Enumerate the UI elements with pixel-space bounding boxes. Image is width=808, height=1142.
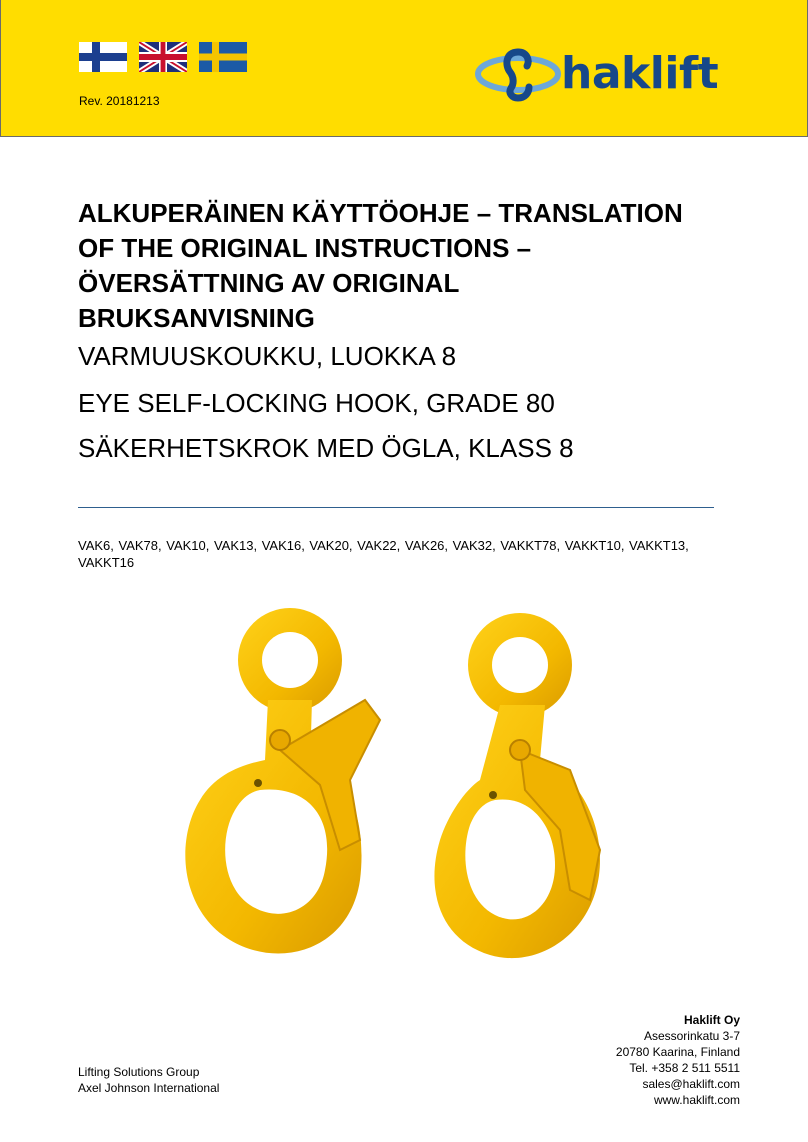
flag-united-kingdom-icon[interactable] xyxy=(139,42,187,72)
revision-label: Rev. 20181213 xyxy=(79,94,160,108)
language-flags xyxy=(79,42,247,72)
group-line: Axel Johnson International xyxy=(78,1081,220,1095)
document-title xyxy=(78,196,738,336)
group-line: Lifting Solutions Group xyxy=(78,1065,200,1079)
flag-sweden-icon[interactable] xyxy=(199,42,247,72)
company-street: Asessorinkatu 3-7 xyxy=(643,1029,740,1043)
title-line: OF THE ORIGINAL INSTRUCTIONS – xyxy=(78,233,532,263)
company-address xyxy=(616,1012,740,1108)
haklift-logo-mark-icon xyxy=(475,44,561,104)
flag-finland-icon[interactable] xyxy=(79,42,127,72)
hook-photos xyxy=(160,600,640,1000)
group-affiliation xyxy=(78,1064,219,1096)
product-name-sv: SÄKERHETSKROK MED ÖGLA, KLASS 8 xyxy=(78,433,574,463)
title-line: ALKUPERÄINEN KÄYTTÖOHJE – TRANSLATION xyxy=(78,198,683,228)
title-line: BRUKSANVISNING xyxy=(78,303,315,333)
haklift-logo-wordmark: haklift xyxy=(561,48,719,99)
product-name-en: EYE SELF-LOCKING HOOK, GRADE 80 xyxy=(78,388,555,418)
model-list: VAK6, VAK78, VAK10, VAK13, VAK16, VAK20, VAK22, VAK26, VAK32, VAKKT78, VAKKT10, VAKKT13, VAKKT16 xyxy=(78,538,689,570)
section-divider xyxy=(78,507,714,508)
company-city: 20780 Kaarina, Finland xyxy=(615,1045,740,1059)
company-name: Haklift Oy xyxy=(683,1013,740,1027)
eye-hook-left-image xyxy=(185,608,380,954)
product-name-fi: VARMUUSKOUKKU, LUOKKA 8 xyxy=(78,341,457,371)
company-email[interactable]: sales@haklift.com xyxy=(642,1077,740,1091)
company-website[interactable]: www.haklift.com xyxy=(653,1093,740,1107)
eye-hook-right-image xyxy=(434,613,600,958)
haklift-logo[interactable] xyxy=(475,44,718,104)
title-line: ÖVERSÄTTNING AV ORIGINAL xyxy=(78,268,460,298)
company-phone[interactable]: Tel. +358 2 511 5511 xyxy=(629,1061,740,1075)
header-band xyxy=(0,0,808,137)
